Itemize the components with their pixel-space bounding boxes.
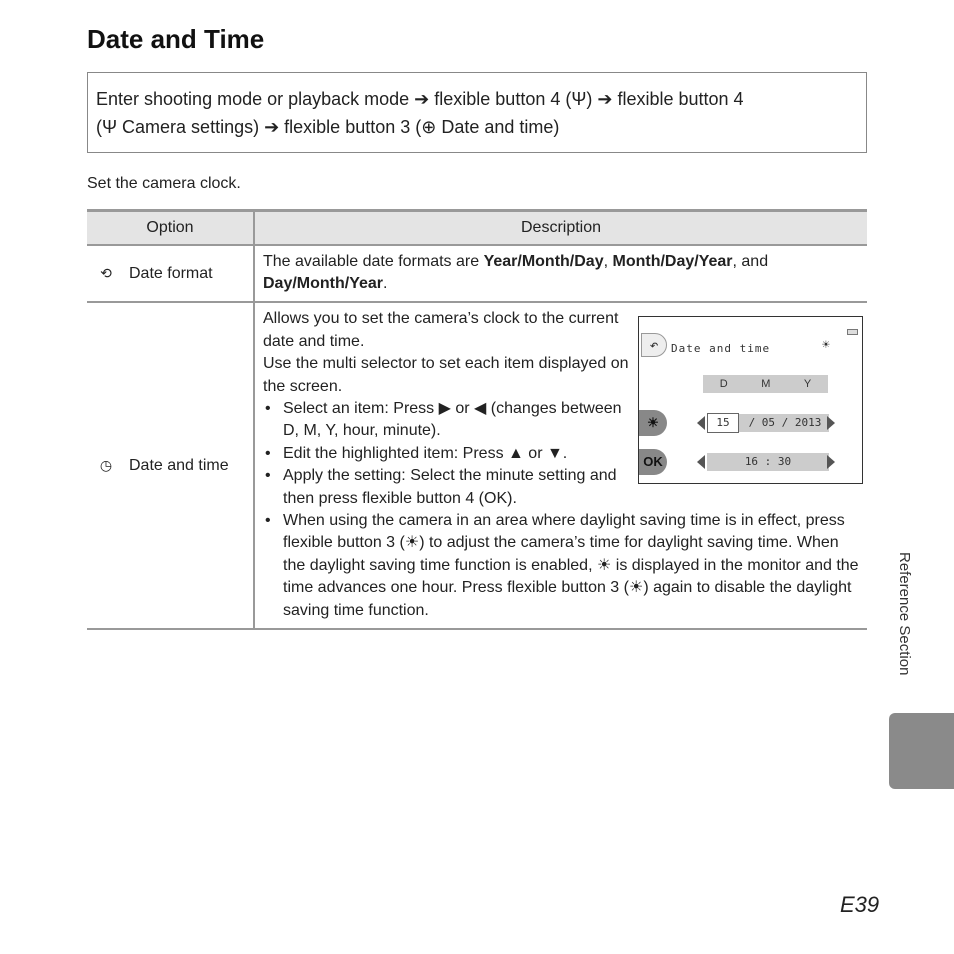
table-header xyxy=(87,211,867,245)
battery-icon xyxy=(847,329,858,335)
time-value: 16 : 30 xyxy=(707,453,829,471)
option-label: Date format xyxy=(129,264,213,282)
header-description: Description xyxy=(254,211,867,245)
menu-path-line: (Ψ Camera settings) ➔ flexible button 3 (⊕ Date and time) xyxy=(96,117,560,137)
menu-path-box xyxy=(87,72,867,153)
bullet-item: • Select an item: Press ▶ or ◀ (changes between D, M, Y, hour, minute). xyxy=(263,398,859,443)
table-row xyxy=(87,302,867,629)
option-label: Date and time xyxy=(129,456,229,474)
date-value: / 05 / 2013 xyxy=(707,414,829,432)
date-format-icon: ⟲ xyxy=(100,264,112,281)
clock-icon: ◷ xyxy=(99,456,113,473)
section-tab xyxy=(889,713,954,789)
intro-text: Set the camera clock. xyxy=(87,175,241,192)
menu-path-line: Enter shooting mode or playback mode ➔ flexible button 4 (Ψ) ➔ flexible button 4 xyxy=(96,89,744,109)
table-row xyxy=(87,245,867,303)
day-field: 15 xyxy=(707,413,739,433)
dst-icon: ☀ xyxy=(822,338,830,354)
section-label: Reference Section xyxy=(896,552,913,676)
date-columns: D M Y xyxy=(703,375,828,393)
ok-button: OK xyxy=(639,449,667,475)
bullet-item: • When using the camera in an area where daylight saving time is in effect, press flexible button 3 (☀) to adjust the camera’s time for daylight saving time. When the daylight saving time function is enabled, ☀ is displayed in the monitor and the time advances one hour. Press flexible button 3 (☀) again to disable the daylight saving time function. xyxy=(263,510,859,622)
header-option: Option xyxy=(87,211,254,245)
page-number: E39 xyxy=(840,892,880,917)
page-title: Date and Time xyxy=(87,24,265,54)
screen-title: Date and time xyxy=(671,342,771,356)
options-table xyxy=(87,209,867,630)
back-icon: ↶ xyxy=(641,333,667,357)
bullet-item: • Edit the highlighted item: Press ▲ or ▼. xyxy=(263,443,859,465)
description: The available date formats are Year/Month/Day, Month/Day/Year, and Day/Month/Year. xyxy=(254,245,867,303)
dst-button: ☀ xyxy=(639,410,667,436)
bullet-item: • Apply the setting: Select the minute setting and then press flexible button 4 (OK). xyxy=(263,465,859,510)
description: ↶ Date and time ☀ D M Y ☀ OK / 05 / 2013 15 16 : 30 Allows you to set the camera’s clock to the current date and time. Use the multi selector to set each item displayed on the screen. • Select an item: Press ▶ or ◀ (changes between D, M, Y, hour, minute). • Edit the highlighted item: Press ▲ or ▼. • Apply the setting: Select the minute setting and then press flexible button 4 (OK). • When using the camera in an area where daylight saving time is in effect, press flexible button 3 (☀) to adjust the camera’s time for daylight saving time. When the daylight saving time function is enabled, ☀ is displayed in the monitor and the time advances one hour. Press flexible button 3 (☀) again to disable the daylight saving time function. xyxy=(254,302,867,629)
